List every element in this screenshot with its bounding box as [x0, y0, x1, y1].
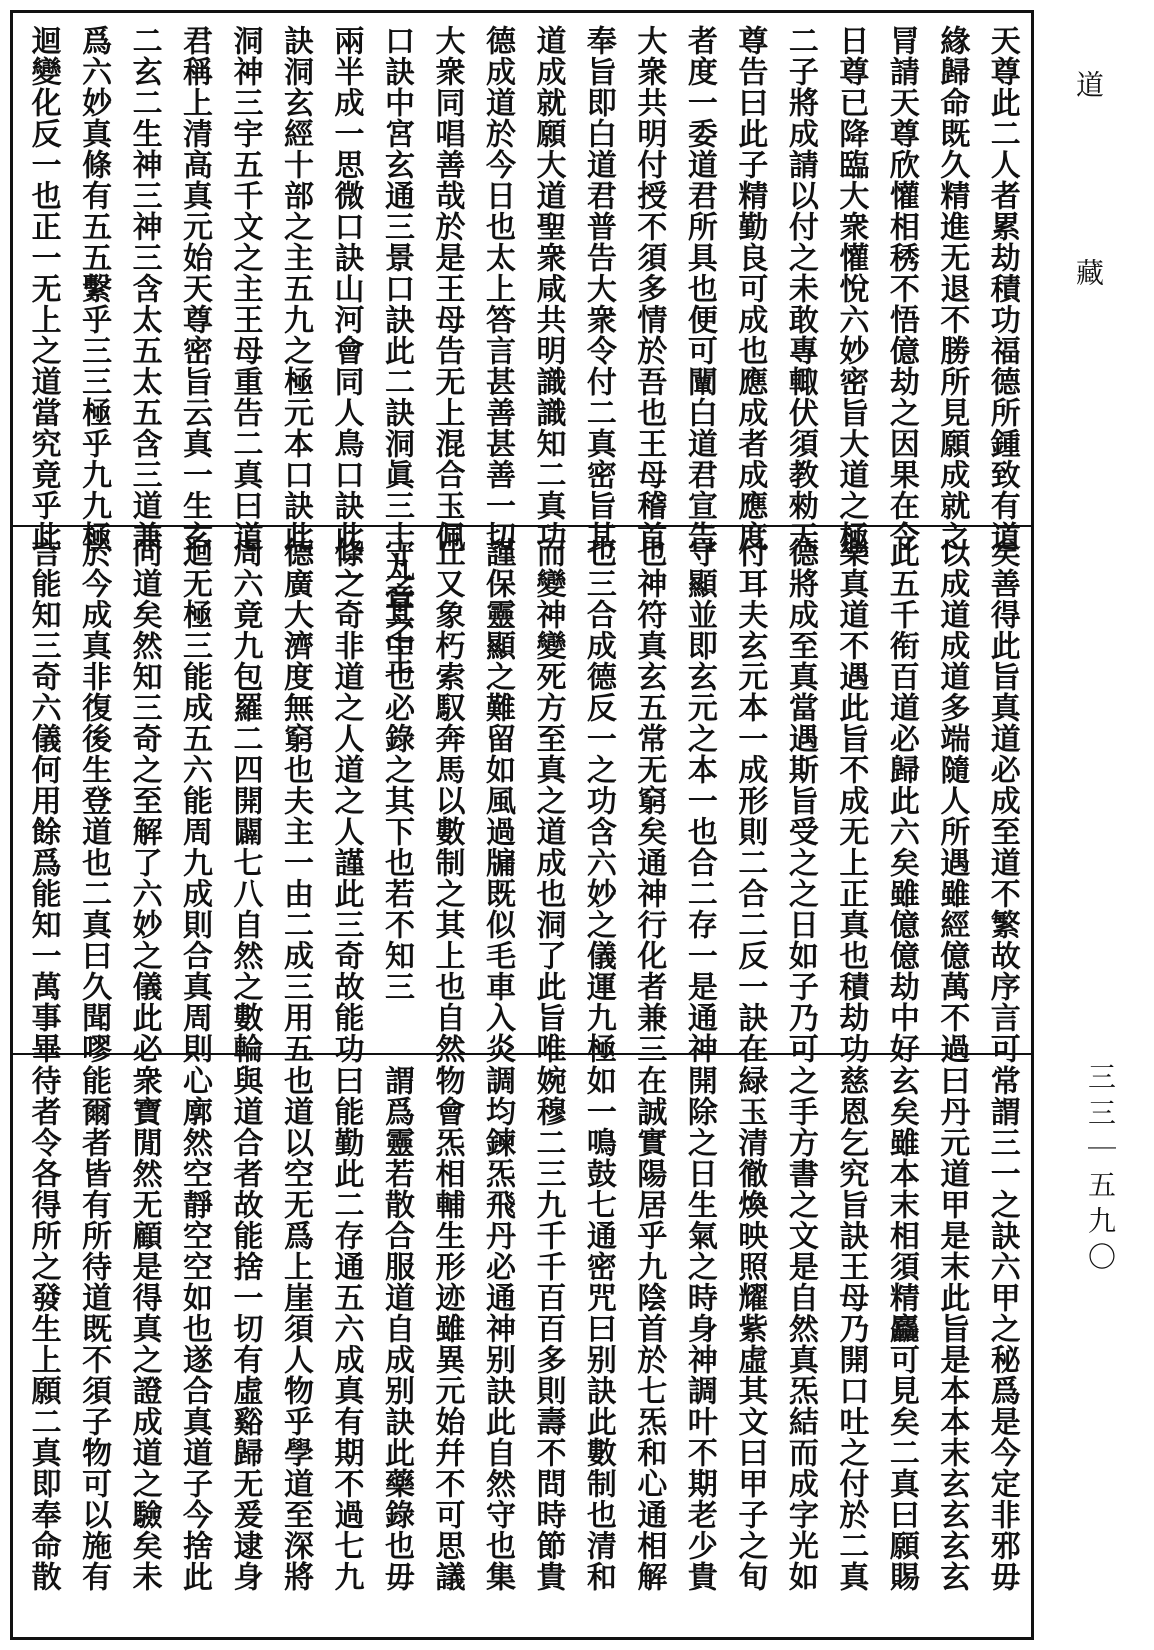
text-column: 兩半成一思微口訣山河會同人鳥口訣此二 — [328, 25, 364, 583]
text-column: 天尊此二人者累劫積功福德所鍾致有道 — [984, 25, 1020, 552]
text-column: 開除之日生氣之時身神調叶不期老少貴 — [681, 1065, 717, 1592]
text-column: 而變神變死方至真之道成也洞了此旨唯 — [530, 537, 566, 1064]
text-column: 者度一委道君所具也便可闡白道君宣告 — [681, 25, 717, 552]
text-column: 付耳夫玄元本一成形則二合二反一訣在 — [732, 537, 768, 1064]
text-column: 慈恩乞究旨訣王母乃開口吐之付於二真 — [833, 1065, 869, 1592]
text-column: 同道矣然知三奇之至解了六妙之儀此必 — [126, 537, 162, 1064]
text-column: 也三合成德反一之功含六妙之儀運九極 — [580, 537, 616, 1064]
text-column: 物會炁相輔生形迹雖異元始幷不可思議 — [429, 1065, 465, 1592]
text-column: 守顯並即玄元之本一也合二存一是通神 — [681, 537, 717, 1064]
text-column: 能爾者皆有所待道既不須子物可以施有 — [76, 1065, 112, 1592]
text-column: 也道以空无爲上崖須人物乎學道至深將 — [278, 1065, 314, 1592]
text-column: 周六竟九包羅二四開闢七八自然之數輪 — [227, 537, 263, 1064]
text-column: 德廣大濟度無窮也夫主一由二成三用五 — [278, 537, 314, 1064]
text-column: 君稱上清高真元始天尊密旨云真一生玄 — [177, 25, 213, 552]
text-column: 心廓然空靜空空如也遂合真道子今捨此 — [177, 1065, 213, 1592]
text-panel-lower — [13, 1053, 1031, 1637]
text-column: 言能知三奇六儀何用餘爲能知一萬事畢 — [25, 537, 61, 1064]
text-column: 日尊已降臨大衆懽悅六妙密旨大道之極 — [833, 25, 869, 552]
text-column: 衆寶閒然无顧是得真之證成道之驗矣未 — [126, 1065, 162, 1592]
text-column: 常謂三一之訣六甲之秘爲是今定非邪毋 — [984, 1065, 1020, 1592]
text-column: 謂爲靈若散合服道自成别訣此藥錄也毋 — [378, 1065, 414, 1592]
text-panel-upper — [13, 13, 1031, 676]
text-column: 守之其中也必錄之其下也若不知三 — [378, 537, 414, 1002]
text-column: 道成就願大道聖衆咸共明識識知二真功 — [530, 25, 566, 552]
text-column: 曰能勤此二存通五六成真有期不過七九 — [328, 1065, 364, 1592]
page-frame — [10, 10, 1034, 1640]
text-column: 以成道成道多端隨人所遇雖經億萬不過 — [934, 537, 970, 1064]
text-column: 洞神三宇五千文之主王母重告二真曰道 — [227, 25, 263, 552]
text-column: 迴无極三能成五六能周九成則合真周則 — [177, 537, 213, 1064]
text-panel-middle — [13, 525, 1031, 1064]
column-group — [25, 537, 1020, 1064]
text-column: 德將成至真當遇斯旨受之之日如子乃可 — [782, 537, 818, 1064]
text-column: 於今成真非復後生登道也二真曰久聞嘐 — [76, 537, 112, 1064]
text-column: 緣歸命既久精進无退不勝所見願成就之 — [934, 25, 970, 552]
text-column: 迴變化反一也正一无上之道當究竟乎此 — [25, 25, 61, 552]
text-column: 樂真道不遇此旨不成无上正真也積劫功 — [833, 537, 869, 1064]
text-column: 大衆共明付授不須多情於吾也王母稽首 — [631, 25, 667, 552]
text-column: 之手方書之文是自然真炁結而成字光如 — [782, 1065, 818, 1592]
text-column: 也神符真玄五常无窮矣通神行化者兼三 — [631, 537, 667, 1064]
column-group — [25, 1065, 1020, 1629]
text-column: 婉穆二三九千千百百多則壽不問時節貴 — [530, 1065, 566, 1592]
text-column: 調均鍊炁飛丹必通神别訣此自然守也集 — [479, 1065, 515, 1592]
page-number: 三三｜五九〇 — [1084, 1062, 1117, 1278]
text-column: 條之奇非道之人道之人謹此三奇故能功 — [328, 537, 364, 1064]
text-column: 玄矣雖本末相須精麤可見矣二真曰願賜 — [883, 1065, 919, 1592]
text-column: 丘又象朽索馭奔馬以數制之其上也自然 — [429, 537, 465, 1064]
text-column: 與道合者故能捨一切有虛谿歸无爰逮身 — [227, 1065, 263, 1592]
text-column: 矣善得此旨真道必成至道不繁故序言可 — [984, 537, 1020, 1064]
text-column: 大衆同唱善哉於是王母告无上混合玉佩 — [429, 25, 465, 552]
margin-title: 道藏 — [1072, 70, 1105, 446]
text-column: 二玄二生神三神三含太五太五含三道兼 — [126, 25, 162, 552]
text-column: 此五千衔百道必歸此六矣雖億億劫中好 — [883, 537, 919, 1064]
text-column: 曰丹元道甲是末此旨是本本末玄玄玄玄 — [934, 1065, 970, 1592]
text-column: 爲六妙真條有五五繫乎三三極乎九九極 — [76, 25, 112, 552]
text-column: 如一鳴鼓七通密咒曰别訣此數制也清和 — [580, 1065, 616, 1592]
text-column: 緑玉清徹煥映照耀紫虛其文曰甲子之旬 — [732, 1065, 768, 1592]
text-column: 冐請天尊欣懽相䅎不悟億劫之因果在令 — [883, 25, 919, 552]
text-column: 謹保靈顯之難留如風過牖既似毛車入炎 — [479, 537, 515, 1064]
text-column: 訣洞玄經十部之主五九之極元本口訣此 — [278, 25, 314, 552]
text-column: 口訣中宮玄通三景口訣此二訣洞眞三十九章之主 — [378, 25, 414, 676]
text-column: 奉旨即白道君普告大衆令付二真密旨其 — [580, 25, 616, 552]
text-column: 德成道於今日也太上答言甚善甚善一切 — [479, 25, 515, 552]
text-column: 二子將成請以付之未敢專輙伏須教勑天 — [782, 25, 818, 552]
text-column: 待者令各得所之發生上願二真即奉命散 — [25, 1065, 61, 1592]
text-column: 在誠實陽居乎九陰首於七炁和心通相解 — [631, 1065, 667, 1592]
column-group — [25, 25, 1020, 676]
text-column: 尊告曰此子精勤良可成也應成者成應度 — [732, 25, 768, 552]
